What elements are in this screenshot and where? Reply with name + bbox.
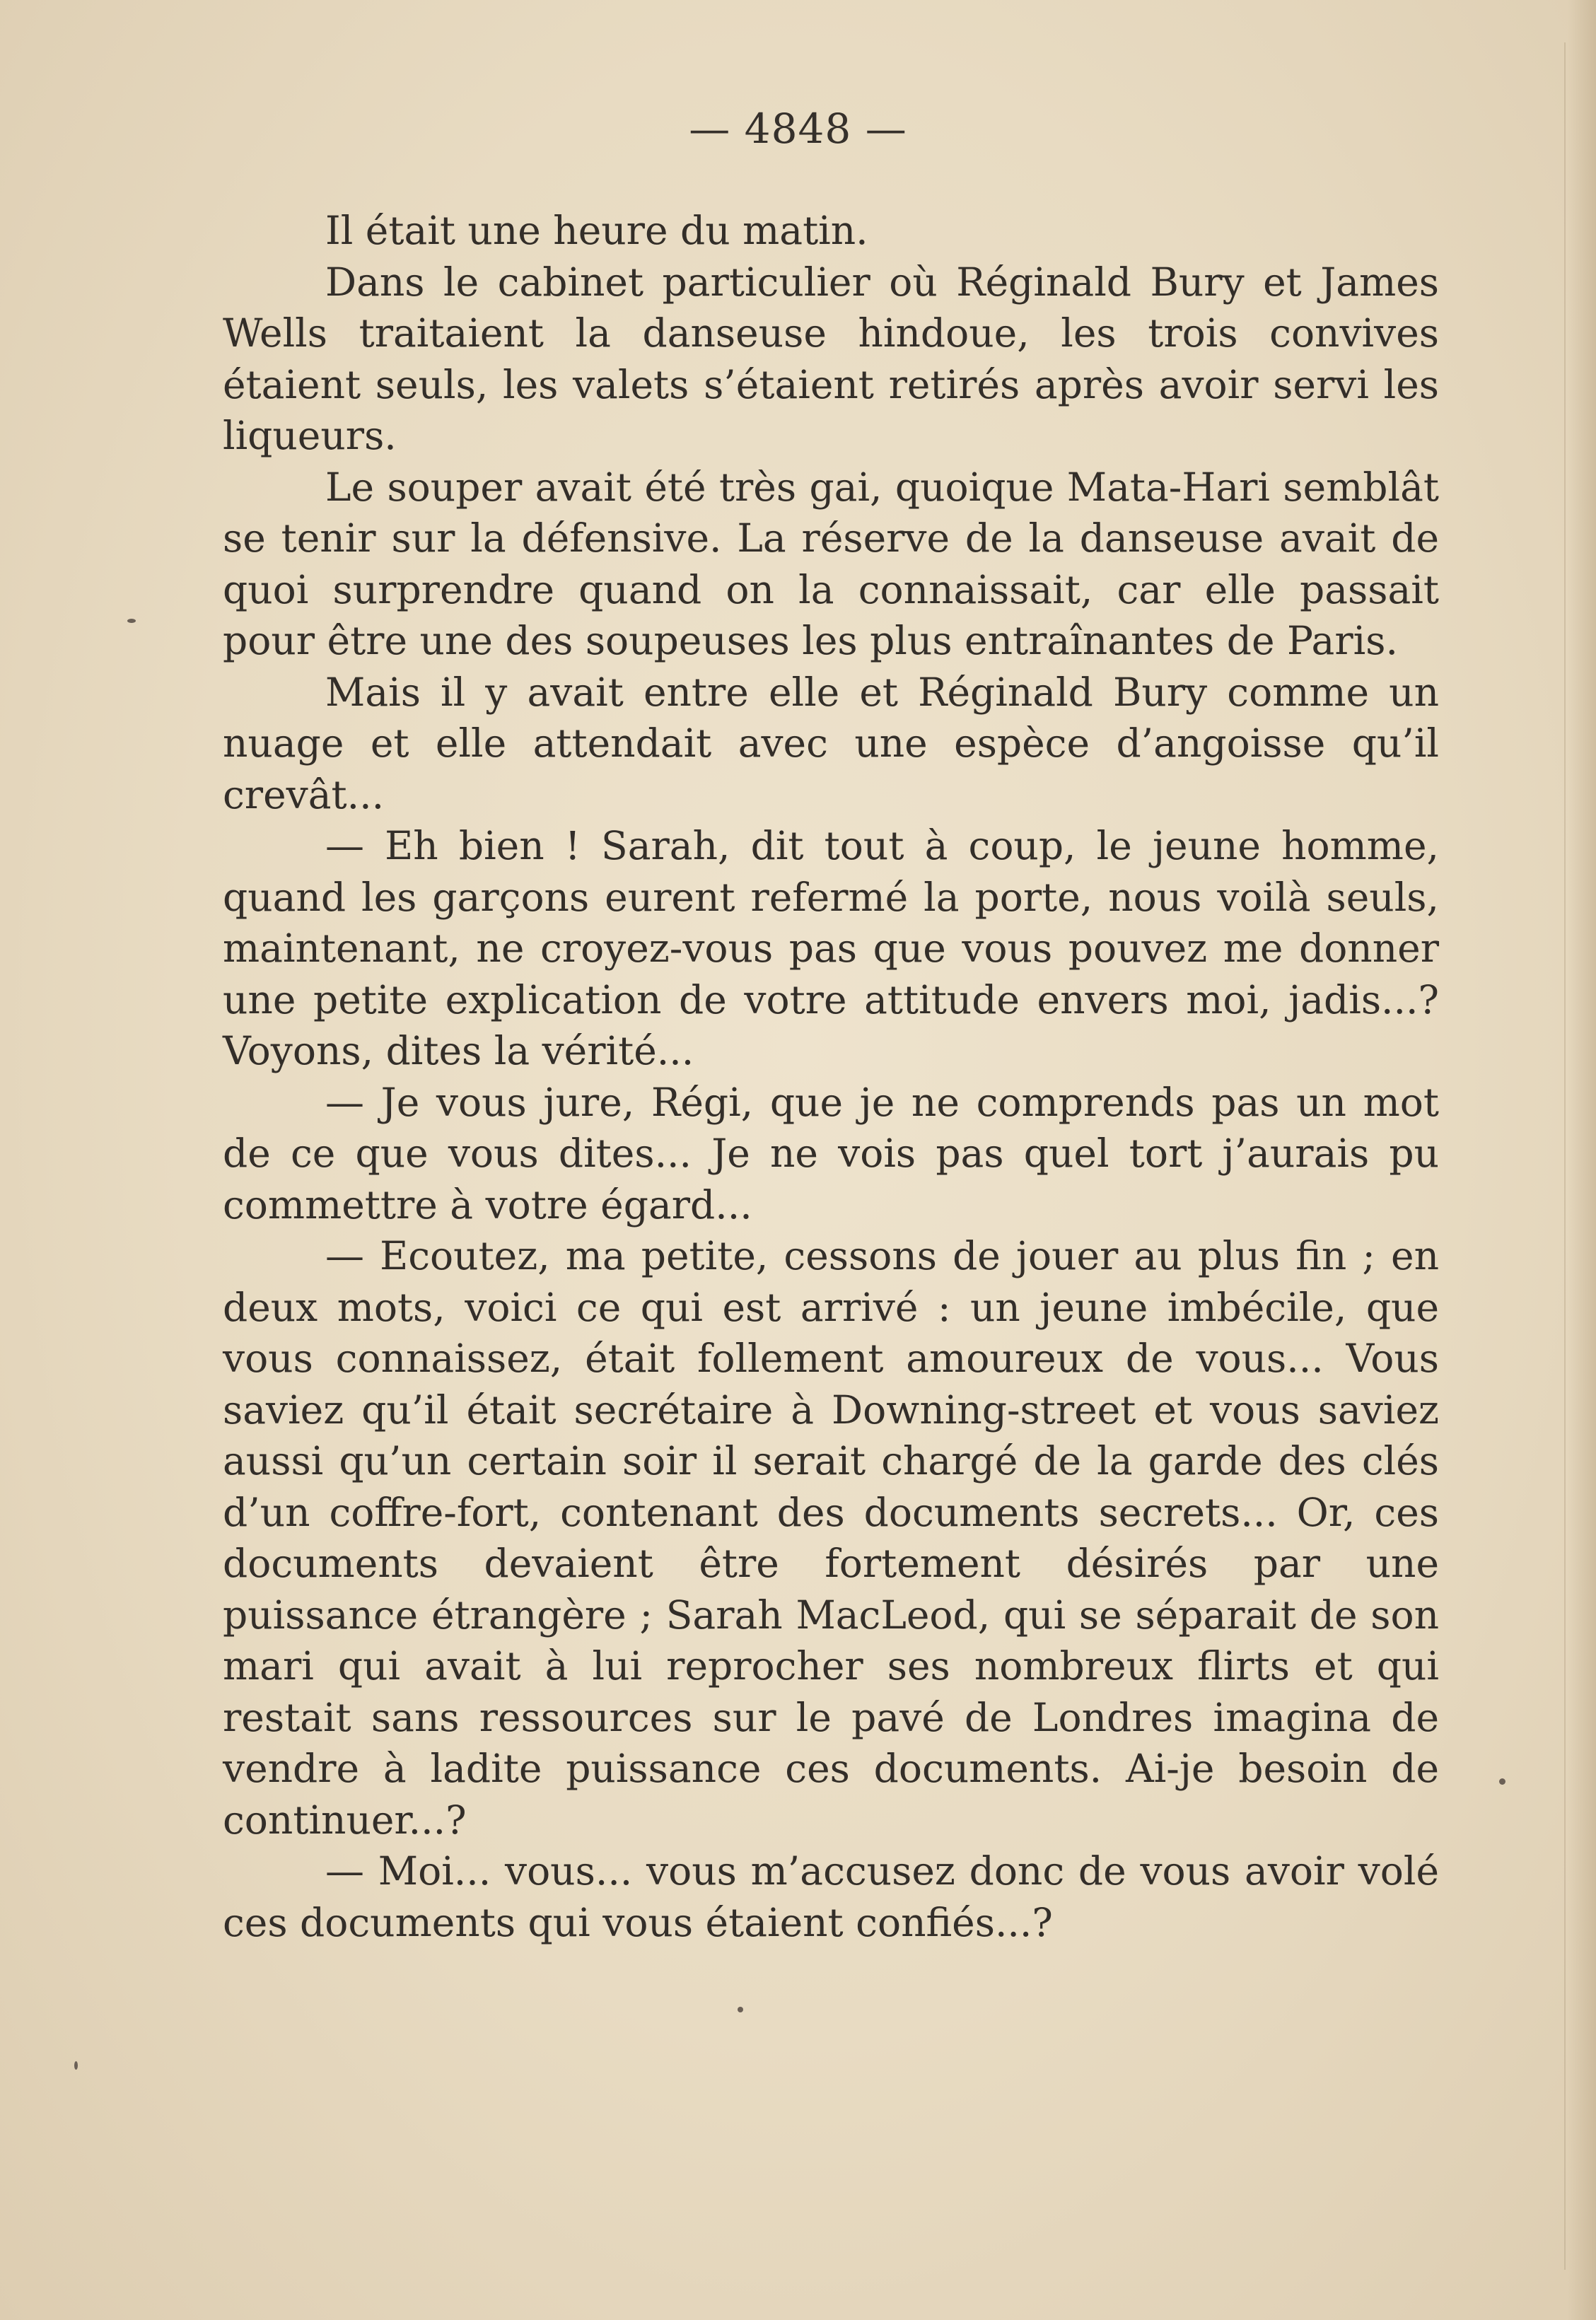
paragraph: Le souper avait été très gai, quoique Mata-Hari semblât se tenir sur la défensive. La réserve de la danseuse avait de quoi surprendre quand on la connaissait, car elle passait pour être une des soupeuses les plus entraînantes de Paris. bbox=[223, 464, 1439, 663]
body-text bbox=[223, 205, 1439, 1948]
page-edge-shadow bbox=[1568, 0, 1596, 2320]
page-number: — 4848 — bbox=[689, 105, 907, 153]
paragraph: — Je vous jure, Régi, que je ne comprends pas un mot de ce que vous dites... Je ne vois pas quel tort j’aurais pu commettre à votre égard... bbox=[223, 1079, 1439, 1228]
paragraph: — Ecoutez, ma petite, cessons de jouer au plus fin ; en deux mots, voici ce qui est arrivé : un jeune imbécile, que vous connaissez, était follement amoureux de vous... Vous saviez qu’il était secrétaire à Downing-street et vous saviez aussi qu’un certain soir il serait chargé de la garde des clés d’un coffre-fort, contenant des documents secrets... Or, ces documents devaient être fortement désirés par une puissance étrangère ; Sarah MacLeod, qui se séparait de son mari qui avait à lui reprocher ses nombreux flirts et qui restait sans ressources sur le pavé de Londres imagina de vendre à ladite puissance ces documents. Ai-je besoin de continuer...? bbox=[223, 1233, 1439, 1843]
page-fold-line bbox=[1564, 42, 1566, 2270]
ink-speck bbox=[127, 619, 136, 623]
paragraph: Dans le cabinet particulier où Réginald Bury et James Wells traitaient la danseuse hindoue, les trois convives étaient seuls, les valets s’étaient retirés après avoir servi les liqueurs. bbox=[223, 259, 1439, 458]
paragraph: Il était une heure du matin. bbox=[325, 208, 868, 253]
paragraph: — Moi... vous... vous m’accusez donc de vous avoir volé ces documents qui vous étaient confiés...? bbox=[223, 1848, 1439, 1945]
ink-speck bbox=[74, 2061, 78, 2070]
paragraph: — Eh bien ! Sarah, dit tout à coup, le jeune homme, quand les garçons eurent refermé la porte, nous voilà seuls, maintenant, ne croyez-vous pas que vous pouvez me donner une petite explication de votre attitude envers moi, jadis...? Voyons, dites la vérité... bbox=[223, 823, 1439, 1073]
ink-speck bbox=[1499, 1778, 1505, 1785]
paragraph: Mais il y avait entre elle et Réginald Bury comme un nuage et elle attendait avec une espèce d’angoisse qu’il crevât... bbox=[223, 669, 1439, 817]
ink-speck bbox=[738, 2007, 743, 2012]
